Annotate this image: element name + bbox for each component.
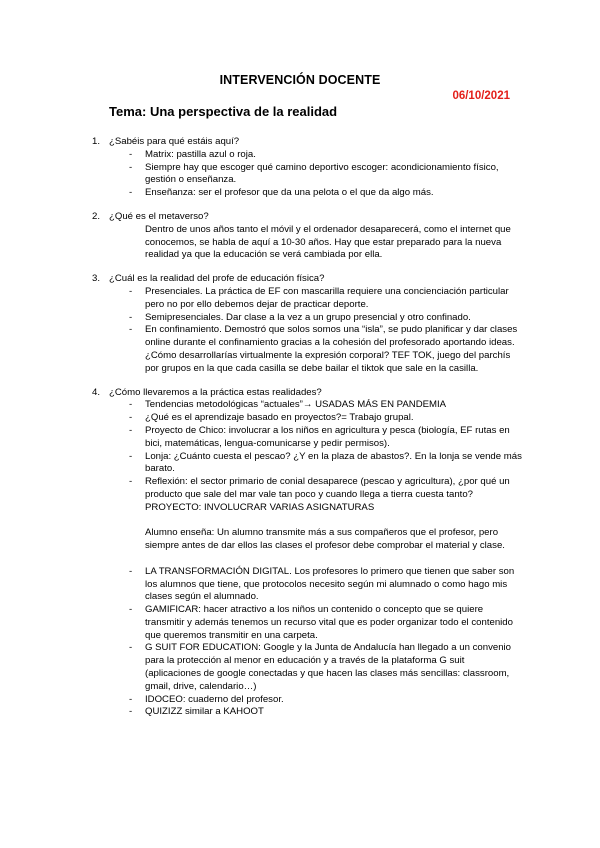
bullet-list <box>92 286 522 350</box>
list-item: - Matrix: pastilla azul o roja. <box>129 148 256 160</box>
list-item-text: Reflexión: el sector primario de conial desaparece (pescao y agricultura), ¿por qué un producto que sale del mar vale tan poco y cuando llega a tierra cuesta tanto? <box>145 476 510 500</box>
list-item-text: En confinamiento. Demostró que solos somos una “isla”, se pudo planificar y dar clases online durante el confinamiento gracias a la cohesión del profesorado aportando ideas. <box>145 324 518 349</box>
paragraph: Alumno enseña: Un alumno transmite más a sus compañeros que el profesor, pero siempre antes de dar ellos las clases el profesor debe comprobar el material y clase. <box>145 527 505 552</box>
list-item-text: GAMIFICAR: hacer atractivo a los niños un contenido o concepto que se quiere transmitir y además tenemos un recurso vital que es poder organizar todo el contenido que queremos transmitir en una carpeta. <box>145 604 513 641</box>
list-item: - G SUIT FOR EDUCATION: Google y la Junta de Andalucía han llegado a un convenio para la protección al menor en educación y a través de la plataforma G suit (aplicaciones de google conectadas y que hacen las clases más sencillas: classroom, gmail, drive, calendario…) <box>129 642 511 692</box>
list-item-text: Proyecto de Chico: involucrar a los niños en agricultura y pesca (biología, EF rutas en bici, matemáticas, lengua-comunicarse y pedir permisos). <box>145 424 510 449</box>
question-section <box>92 211 522 262</box>
bullet-list <box>92 399 522 514</box>
document-title: INTERVENCIÓN DOCENTE <box>219 73 381 87</box>
question-text: ¿Qué es el metaverso? <box>109 210 209 222</box>
list-item: - Reflexión: el sector primario de conial desaparece (pescao y agricultura), ¿por qué un producto que sale del mar vale tan poco y cuando llega a tierra cuesta tanto? PROYECTO: INVOLUCRAR VARIAS ASIGNATURAS <box>92 476 522 514</box>
list-item-text: ¿Qué es el aprendizaje basado en proyectos?= Trabajo grupal. <box>145 412 414 424</box>
bullet-list <box>92 149 522 200</box>
question-number: 2. <box>92 210 101 222</box>
list-item: - En confinamiento. Demostró que solos somos una “isla”, se pudo planificar y dar clases online durante el confinamiento gracias a la cohesión del profesorado aportando ideas. <box>129 324 518 349</box>
list-item: - ¿Qué es el aprendizaje basado en proyectos?= Trabajo grupal. <box>129 412 414 424</box>
question-heading <box>92 211 522 224</box>
question-heading <box>92 387 522 400</box>
question-section <box>92 273 522 375</box>
spacer <box>92 553 522 566</box>
list-item-text: Presenciales. La práctica de EF con mascarilla requiere una concienciación particular pero no por ello debemos dejar de practicar deporte. <box>145 285 509 310</box>
list-item-text: G SUIT FOR EDUCATION: Google y la Junta de Andalucía han llegado a un convenio para la protección al menor en educación y a través de la plataforma G suit (aplicaciones de google conectadas y que hacen las clases más sencillas: classroom, gmail, drive, calendario…) <box>145 642 511 692</box>
question-section <box>92 387 522 720</box>
question-heading <box>92 273 522 286</box>
paragraph: ¿Cómo desarrollarías virtualmente la expresión corporal? TEF TOK, juego del parchís por grupos en la que cada casilla se debe bailar el tiktok que sale en la casilla. <box>145 349 511 374</box>
topic-label: Tema: <box>109 104 147 119</box>
list-item-text: LA TRANSFORMACIÓN DIGITAL. Los profesores lo primero que tienen que saber son los alumnos que tiene, que protocolos necesito según mi alumnado o como hago mis clases según el alumnado. <box>145 565 515 603</box>
list-item: - Enseñanza: ser el profesor que da una pelota o el que da algo más. <box>129 187 434 199</box>
list-item: - Proyecto de Chico: involucrar a los niños en agricultura y pesca (biología, EF rutas en bici, matemáticas, lengua-comunicarse y pedir permisos). <box>129 424 510 449</box>
list-item-text: Tendencias metodológicas “actuales”→ USADAS MÁS EN PANDEMIA <box>145 399 447 411</box>
list-item-text: Enseñanza: ser el profesor que da una pelota o el que da algo más. <box>145 187 434 199</box>
question-number: 1. <box>92 136 101 147</box>
list-item-text: Matrix: pastilla azul o roja. <box>145 148 256 160</box>
list-item-text: Lonja: ¿Cuánto cuesta el pescao? ¿Y en la plaza de abastos?. En la lonja se vende más barato. <box>145 450 522 475</box>
topic-line <box>109 104 337 119</box>
list-item-text: IDOCEO: cuaderno del profesor. <box>145 693 284 705</box>
question-number: 4. <box>92 386 101 398</box>
document-date: 06/10/2021 <box>452 90 510 102</box>
paragraph: Dentro de unos años tanto el móvil y el ordenador desaparecerá, como el internet que conocemos, se habla de aquí a 10-30 años. Hay que estar preparado para la nueva realidad ya que la educación se verá cambiada por ella. <box>145 223 511 261</box>
list-item-text: Siempre hay que escoger qué camino deportivo escoger: acondicionamiento físico, gestión o enseñanza. <box>145 161 499 186</box>
list-item: - Presenciales. La práctica de EF con mascarilla requiere una concienciación particular pero no por ello debemos dejar de practicar deporte. <box>129 285 509 310</box>
topic-value: Una perspectiva de la realidad <box>149 104 338 119</box>
list-item: - Semipresenciales. Dar clase a la vez a un grupo presencial y otro confinado. <box>129 311 471 323</box>
list-item: - QUIZIZZ similar a KAHOOT <box>129 706 264 718</box>
question-section <box>92 136 522 200</box>
question-text: ¿Cómo llevaremos a la práctica estas realidades? <box>109 386 322 398</box>
list-item: - IDOCEO: cuaderno del profesor. <box>129 693 284 705</box>
list-item: - GAMIFICAR: hacer atractivo a los niños un contenido o concepto que se quiere transmitir y además tenemos un recurso vital que es poder organizar todo el contenido que queremos transmitir en una carpeta. <box>129 604 513 641</box>
bullet-list <box>92 566 522 720</box>
project-line: PROYECTO: INVOLUCRAR VARIAS ASIGNATURAS <box>145 501 375 513</box>
list-item: - LA TRANSFORMACIÓN DIGITAL. Los profesores lo primero que tienen que saber son los alumnos que tiene, que protocolos necesito según mi alumnado o como hago mis clases según el alumnado. <box>129 565 515 603</box>
question-text: ¿Cuál es la realidad del profe de educación física? <box>109 273 325 285</box>
questions-list <box>92 136 522 730</box>
question-heading <box>92 136 522 149</box>
list-item: - Siempre hay que escoger qué camino deportivo escoger: acondicionamiento físico, gestión o enseñanza. <box>129 161 499 186</box>
list-item-text: Semipresenciales. Dar clase a la vez a un grupo presencial y otro confinado. <box>145 311 471 323</box>
list-item: - Tendencias metodológicas “actuales”→ USADAS MÁS EN PANDEMIA <box>129 399 447 411</box>
list-item-text: QUIZIZZ similar a KAHOOT <box>145 706 264 718</box>
question-text: ¿Sabéis para qué estáis aquí? <box>109 136 240 147</box>
question-number: 3. <box>92 273 101 285</box>
list-item: - Lonja: ¿Cuánto cuesta el pescao? ¿Y en la plaza de abastos?. En la lonja se vende más barato. <box>129 450 522 475</box>
